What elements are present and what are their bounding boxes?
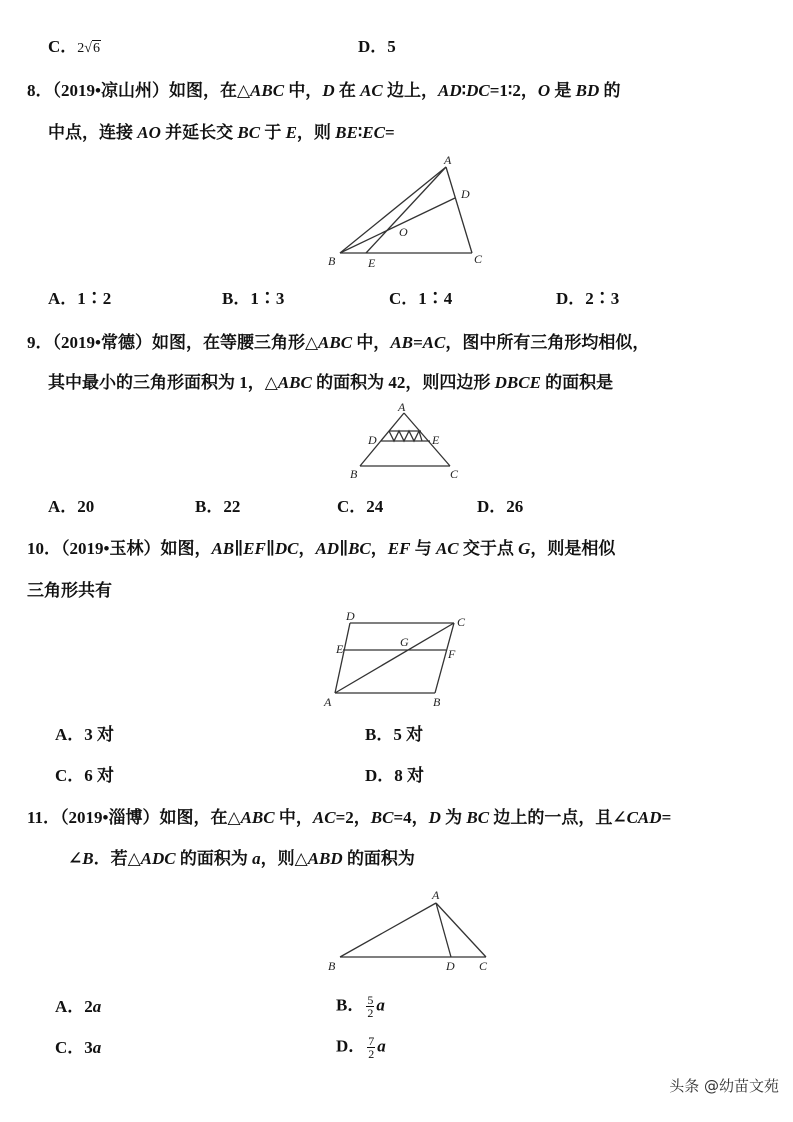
q10-figure — [318, 608, 493, 719]
text-run: = — [661, 808, 672, 827]
option-variable: a — [377, 1036, 386, 1056]
q8-line-1 — [27, 80, 621, 102]
math-symbol: AC — [435, 539, 459, 558]
option-label: D． — [365, 766, 395, 785]
text-run: 边上， — [382, 81, 439, 100]
text-run: ∥ — [234, 539, 244, 558]
question-text — [160, 539, 615, 558]
math-symbol: G — [518, 539, 531, 558]
label-d: D — [461, 187, 470, 201]
text-run: 并延长交 — [160, 123, 238, 142]
text-run: 如图，在等腰三角形△ — [151, 333, 319, 352]
math-symbol: D — [428, 808, 441, 827]
option-label: A． — [55, 997, 85, 1016]
text-run: 在 — [334, 81, 361, 100]
q8-line-2 — [48, 122, 395, 144]
sqrt-expression: 2√6 — [77, 41, 100, 56]
question-text — [27, 581, 112, 600]
label-c: C — [479, 959, 488, 973]
q7-option-c — [48, 36, 101, 60]
text-run: ，则是相似 — [530, 539, 616, 558]
label-f: F — [448, 647, 456, 661]
question-source: （2019•常德） — [52, 333, 152, 352]
text-run: ∠ — [68, 849, 83, 868]
option-value: 5 — [387, 37, 396, 56]
q9-option-b — [195, 496, 240, 518]
text-run: ，则△ — [260, 849, 308, 868]
text-run: 其中最小的三角形面积为 1，△ — [48, 373, 278, 392]
option-label: D． — [556, 289, 586, 308]
text-run: 如图， — [160, 539, 212, 558]
fraction-denominator: 2 — [368, 1047, 375, 1061]
option-label: C． — [389, 289, 419, 308]
text-run: ∥ — [339, 539, 349, 558]
option-coefficient: 3 — [84, 1038, 93, 1057]
math-symbol: AC — [312, 808, 336, 827]
option-variable: a — [92, 997, 102, 1016]
text-run: ，图中所有三角形均相似， — [445, 333, 650, 352]
math-symbol: DC — [274, 539, 299, 558]
q10-option-c — [55, 765, 114, 787]
question-text — [160, 808, 672, 827]
option-label: A． — [55, 725, 85, 744]
math-symbol: BD — [575, 81, 600, 100]
text-run: 中， — [352, 333, 391, 352]
label-b: B — [328, 254, 336, 268]
label-e: E — [336, 642, 344, 656]
option-value: 5 对 — [393, 725, 424, 744]
option-label: A． — [48, 289, 78, 308]
text-run: ∶ — [357, 123, 363, 142]
math-symbol: BE — [335, 123, 358, 142]
label-d: D — [368, 433, 377, 447]
text-run: 的面积是 — [540, 373, 614, 392]
label-a: A — [398, 400, 406, 414]
fraction-numerator: 5 — [367, 993, 374, 1007]
label-a: A — [444, 153, 452, 167]
text-run: = — [384, 123, 395, 142]
option-label: C． — [337, 497, 367, 516]
option-value: 3 对 — [84, 725, 115, 744]
math-symbol: ABC — [277, 373, 312, 392]
label-a: A — [324, 695, 332, 709]
text-run: 的面积为 42，则四边形 — [311, 373, 495, 392]
fraction-denominator: 2 — [367, 1006, 374, 1020]
math-symbol: ABC — [318, 333, 353, 352]
q11-option-d — [336, 1035, 386, 1060]
q10-line-2 — [27, 580, 112, 602]
math-symbol: CAD — [626, 808, 662, 827]
q9-line-2 — [48, 372, 613, 394]
q8-option-c — [389, 288, 452, 310]
option-value: 8 对 — [394, 766, 425, 785]
option-label: D． — [336, 1036, 366, 1056]
question-source: （2019•凉山州） — [52, 81, 169, 100]
math-symbol: ABC — [250, 81, 285, 100]
q11-figure — [315, 882, 505, 983]
label-o: O — [399, 225, 408, 239]
option-label: D． — [358, 37, 388, 56]
math-symbol: AC — [360, 81, 383, 100]
q11-option-c — [55, 1037, 101, 1059]
option-label: C． — [55, 1038, 85, 1057]
question-text — [169, 81, 621, 100]
question-number: 9． — [27, 333, 53, 352]
label-e: E — [432, 433, 440, 447]
sqrt-coefficient: 2 — [77, 41, 85, 56]
text-run: 的面积为 — [342, 849, 415, 868]
math-symbol: DC — [466, 81, 490, 100]
option-value: 1∶2 — [77, 289, 112, 308]
math-symbol: E — [285, 123, 297, 142]
option-variable: a — [92, 1038, 102, 1057]
text-run: ．若△ — [93, 849, 141, 868]
text-run: 如图，在△ — [168, 81, 251, 100]
label-a: A — [432, 888, 440, 902]
math-symbol: AB=AC — [390, 333, 446, 352]
q9-figure — [340, 398, 470, 489]
option-value: 2∶3 — [585, 289, 620, 308]
math-symbol: ABC — [240, 808, 275, 827]
q8-option-d — [556, 288, 619, 310]
text-run: 中点，连接 — [48, 123, 138, 142]
q11-line-1 — [27, 807, 671, 829]
question-text — [48, 123, 395, 142]
q11-option-a — [55, 996, 101, 1018]
option-value: 1∶3 — [250, 289, 285, 308]
isosceles-triangle-diagram — [340, 398, 470, 484]
question-source: （2019•淄博） — [60, 808, 160, 827]
watermark: 头条 @幼苗文苑 — [669, 1077, 779, 1095]
text-run: 三角形共有 — [27, 581, 112, 600]
q7-option-d — [358, 36, 396, 58]
option-coefficient: 2 — [84, 997, 93, 1016]
q8-option-a — [48, 288, 111, 310]
text-run: 中， — [274, 808, 313, 827]
math-symbol: B — [82, 849, 94, 868]
q9-option-c — [337, 496, 383, 518]
question-text — [68, 849, 415, 868]
label-b: B — [350, 467, 358, 481]
math-symbol: EF — [387, 539, 411, 558]
option-label: B． — [365, 725, 394, 744]
text-run: =1∶2， — [489, 81, 538, 100]
label-c: C — [450, 467, 459, 481]
math-symbol: BC — [348, 539, 371, 558]
text-run: 交于点 — [458, 539, 519, 558]
text-run: 的 — [599, 81, 621, 100]
text-run: ， — [298, 539, 316, 558]
question-number: 10． — [27, 539, 61, 558]
label-c: C — [474, 252, 483, 266]
option-value: 1∶4 — [418, 289, 453, 308]
text-run: ∥ — [265, 539, 275, 558]
math-symbol: ADC — [140, 849, 176, 868]
q10-line-1 — [27, 538, 615, 560]
label-c: C — [457, 615, 466, 629]
label-b: B — [433, 695, 441, 709]
fraction — [366, 994, 374, 1019]
q10-option-d — [365, 765, 424, 787]
text-run: 为 — [440, 808, 467, 827]
text-run: 是 — [550, 81, 576, 100]
fraction — [367, 1035, 375, 1060]
question-text — [152, 333, 649, 352]
option-value: 26 — [506, 497, 524, 516]
q8-option-b — [222, 288, 284, 310]
text-run: ∶ — [461, 81, 467, 100]
text-run: 的面积为 — [175, 849, 253, 868]
math-symbol: AO — [137, 123, 161, 142]
parallelogram-diagram — [318, 608, 493, 714]
sqrt-radicand: 6 — [92, 41, 100, 56]
math-symbol: D — [322, 81, 335, 100]
math-symbol: AB — [211, 539, 235, 558]
text-run: 与 — [410, 539, 436, 558]
text-run: 中， — [284, 81, 323, 100]
triangle-abc-diagram — [320, 150, 500, 272]
option-value: 22 — [223, 497, 241, 516]
question-source: （2019•玉林） — [61, 539, 161, 558]
q10-option-b — [365, 724, 423, 746]
label-b: B — [328, 959, 336, 973]
fraction-numerator: 7 — [368, 1034, 375, 1048]
label-d: D — [346, 609, 355, 623]
question-number: 8． — [27, 81, 53, 100]
option-label: B． — [195, 497, 224, 516]
q9-option-a — [48, 496, 94, 518]
math-symbol: DBCE — [494, 373, 541, 392]
q8-figure — [320, 150, 500, 277]
option-label: D． — [477, 497, 507, 516]
math-symbol: BC — [237, 123, 261, 142]
option-label: B． — [336, 995, 365, 1015]
math-symbol: BC — [466, 808, 490, 827]
q11-line-2 — [68, 848, 415, 870]
text-run: ，则 — [296, 123, 336, 142]
q9-line-1 — [27, 332, 649, 354]
option-value: 24 — [366, 497, 384, 516]
text-run: 如图，在△ — [159, 808, 241, 827]
math-symbol: AD — [315, 539, 340, 558]
text-run: 于 — [260, 123, 286, 142]
math-symbol: EC — [362, 123, 385, 142]
option-label: C． — [55, 766, 85, 785]
option-label: B． — [222, 289, 251, 308]
triangle-abd-diagram — [315, 882, 505, 978]
text-run: 边上的一点，且∠ — [489, 808, 627, 827]
math-symbol: O — [537, 81, 551, 100]
option-label: C． — [48, 37, 78, 56]
text-run: =2， — [335, 808, 371, 827]
label-g: G — [400, 635, 409, 649]
text-run: =4， — [393, 808, 429, 827]
q9-option-d — [477, 496, 523, 518]
label-d: D — [446, 959, 455, 973]
option-value: 6 对 — [84, 766, 115, 785]
label-e: E — [368, 256, 376, 270]
option-label: A． — [48, 497, 78, 516]
question-text — [48, 373, 613, 392]
math-symbol: a — [252, 849, 261, 868]
math-symbol: AD — [438, 81, 462, 100]
math-symbol: BC — [370, 808, 394, 827]
q11-option-b — [336, 994, 385, 1019]
question-number: 11． — [27, 808, 61, 827]
math-symbol: ABD — [307, 849, 343, 868]
option-variable: a — [376, 995, 385, 1015]
text-run: ， — [370, 539, 388, 558]
math-symbol: EF — [243, 539, 266, 558]
q10-option-a — [55, 724, 114, 746]
option-value: 20 — [77, 497, 95, 516]
